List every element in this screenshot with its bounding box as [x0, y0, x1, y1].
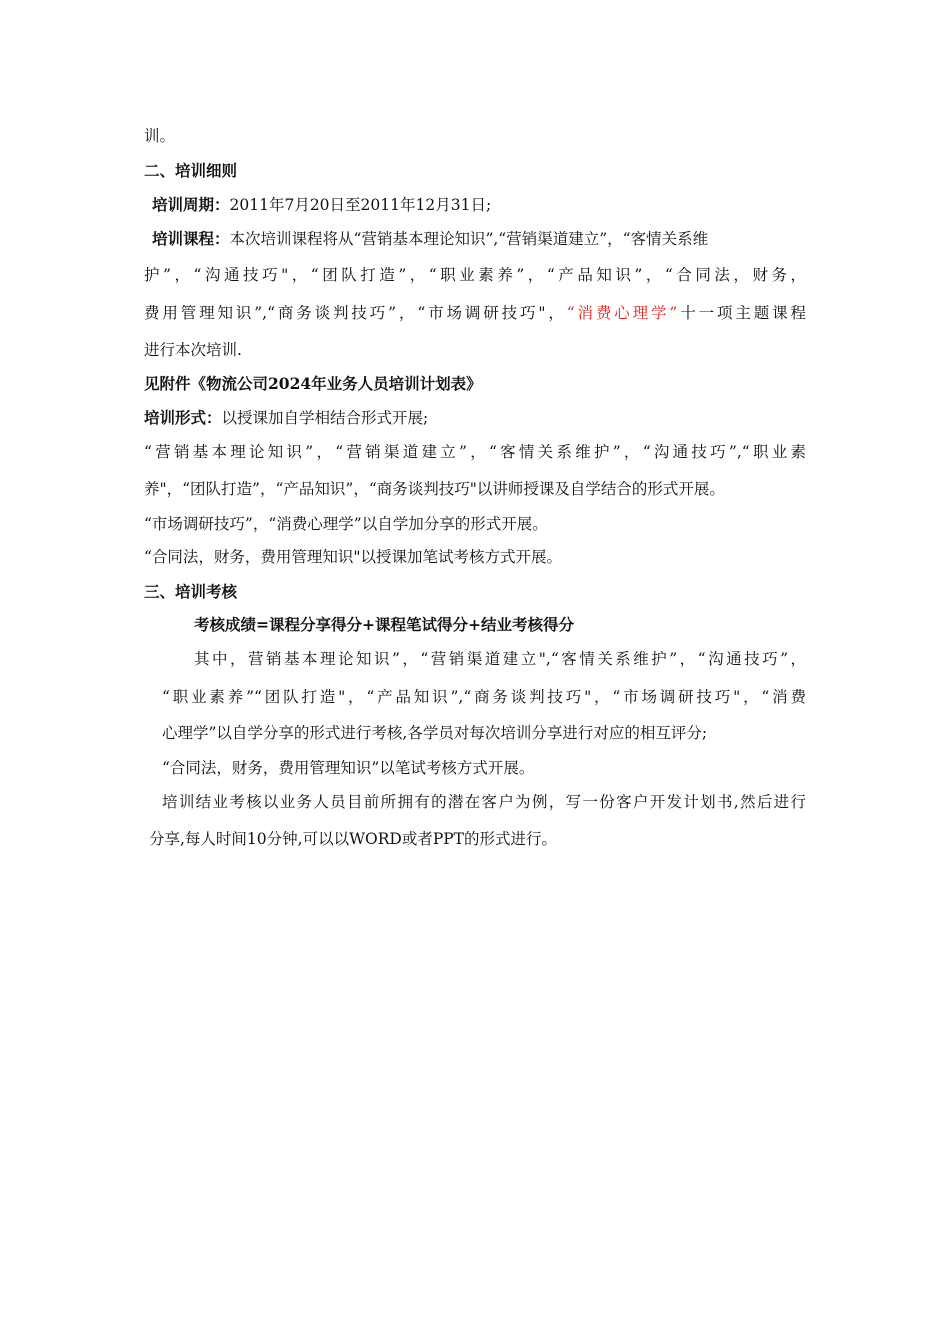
evaluation-line-3: 心理学”以自学分享的形式进行考核,各学员对每次培训分享进行对应的相互评分;: [162, 724, 708, 742]
section-heading-training-details: 二、培训细则: [144, 161, 238, 180]
training-form-line: [144, 408, 428, 428]
training-course-label: 培训课程：: [152, 229, 230, 248]
evaluation-line-4: “合同法，财务，费用管理知识”以笔试考核方式开展。: [162, 759, 535, 777]
training-form-detail-2: 养"，“团队打造”，“产品知识”，“商务谈判技巧"以讲师授课及自学结合的形式开展。: [144, 480, 725, 498]
training-course-line-1: [152, 229, 708, 249]
training-form-detail-1: “营销基本理论知识”，“营销渠道建立”，“客情关系维护”，“沟通技巧”,“职业素: [144, 443, 806, 461]
training-course-line-3: [144, 303, 806, 323]
section-heading-assessment: 三、培训考核: [144, 582, 238, 601]
course-count-text: 十一项主题课程: [677, 304, 806, 322]
final-assessment-line-2: 分享,每人时间10分钟,可以以WORD或者PPT的形式进行。: [149, 830, 558, 848]
training-period-value: 2011年7月20日至2011年12月31日;: [229, 196, 492, 214]
final-assessment-line-1: 培训结业考核以业务人员目前所拥有的潜在客户为例，写一份客户开发计划书,然后进行: [162, 793, 806, 811]
training-period-label: 培训周期：: [152, 195, 230, 214]
course-list-text: 费用管理知识”,“商务谈判技巧”，“市场调研技巧"，: [144, 304, 567, 322]
training-course-text: 本次培训课程将从“营销基本理论知识”,“营销渠道建立”，“客情关系维: [229, 230, 709, 248]
evaluation-line-1: 其中，营销基本理论知识”，“营销渠道建立",“客情关系维护”，“沟通技巧”，: [194, 650, 806, 668]
training-form-detail-4: “合同法，财务，费用管理知识"以授课加笔试考核方式开展。: [144, 548, 563, 566]
training-course-line-2: 护”，“沟通技巧"，“团队打造”，“职业素养”，“产品知识”，“合同法，财务，: [144, 266, 806, 284]
training-course-line-4: 进行本次培训.: [144, 341, 242, 359]
training-form-label: 培训形式：: [144, 408, 222, 427]
attachment-reference: 见附件《物流公司2024年业务人员培训计划表》: [144, 374, 482, 393]
text-line: 训。: [144, 127, 176, 145]
evaluation-line-2: “职业素养”“团队打造"，“产品知识”,“商务谈判技巧"，“市场调研技巧"，“消费: [162, 688, 806, 706]
training-period-line: [152, 195, 491, 215]
training-form-value: 以授课加自学相结合形式开展;: [221, 409, 429, 427]
highlighted-course: “消费心理学”: [566, 304, 678, 322]
training-form-detail-3: “市场调研技巧”，“消费心理学”以自学加分享的形式开展。: [144, 515, 548, 533]
score-formula: 考核成绩=课程分享得分+课程笔试得分+结业考核得分: [194, 615, 574, 634]
